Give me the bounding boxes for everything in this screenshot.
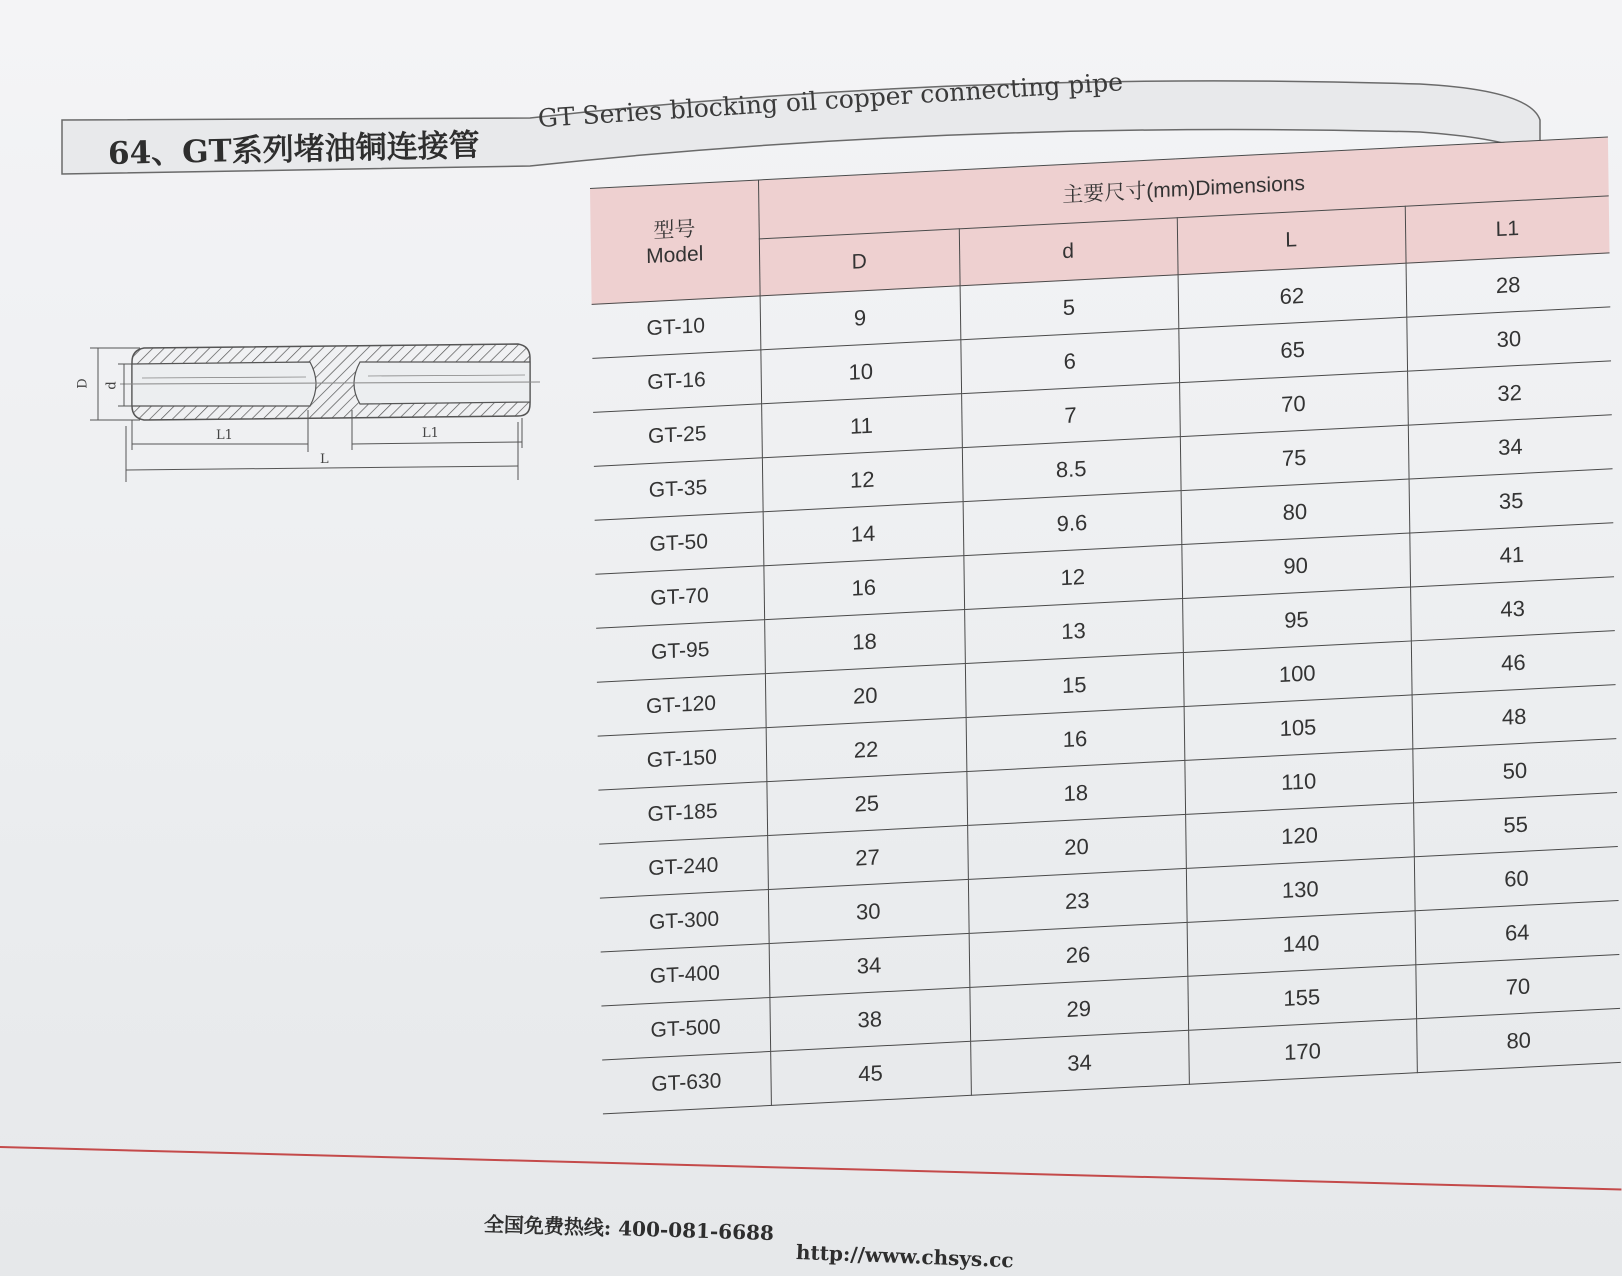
dim-label-inner-diameter: d [104, 381, 120, 390]
cell-model: GT-35 [594, 458, 763, 520]
cell-D: 11 [761, 394, 962, 458]
dim-label-l1-left: L1 [216, 428, 233, 443]
cell-model: GT-240 [599, 836, 768, 898]
col-header-L: L [1177, 206, 1406, 275]
cell-L: 130 [1186, 857, 1415, 923]
col-header-d: d [959, 218, 1178, 286]
cell-D: 45 [770, 1041, 971, 1105]
cell-L: 100 [1183, 641, 1412, 707]
cell-L: 110 [1184, 749, 1413, 815]
cell-model: GT-630 [602, 1051, 771, 1113]
footer-divider [0, 1146, 1621, 1190]
cell-L: 70 [1179, 371, 1408, 437]
cell-d: 5 [960, 275, 1179, 340]
model-header [590, 180, 760, 304]
cell-L: 120 [1185, 803, 1414, 869]
cell-model: GT-25 [593, 404, 762, 466]
dimensions-group-header: 主要尺寸(mm)Dimensions [758, 137, 1609, 239]
cell-L1: 70 [1415, 954, 1620, 1018]
cell-d: 29 [969, 976, 1188, 1041]
cell-D: 27 [767, 825, 968, 889]
cell-L1: 32 [1407, 361, 1612, 425]
cell-L1: 35 [1409, 469, 1614, 533]
cell-d: 12 [963, 545, 1182, 610]
cell-L1: 28 [1406, 253, 1611, 317]
cell-model: GT-95 [596, 620, 765, 682]
cell-L1: 55 [1413, 793, 1618, 857]
cell-model: GT-10 [592, 296, 761, 358]
cell-L: 65 [1178, 317, 1407, 383]
cell-L1: 30 [1406, 307, 1611, 371]
cell-L: 170 [1188, 1019, 1417, 1085]
cell-model: GT-120 [597, 674, 766, 736]
cell-model: GT-400 [601, 944, 770, 1006]
cell-model: GT-185 [598, 782, 767, 844]
cell-D: 25 [766, 772, 967, 836]
cell-L: 95 [1182, 587, 1411, 653]
dimensions-table-wrap [590, 136, 1622, 1114]
cell-L1: 48 [1412, 685, 1617, 749]
cell-model: GT-500 [601, 997, 770, 1059]
cell-L1: 46 [1411, 631, 1616, 695]
cell-L: 105 [1184, 695, 1413, 761]
cell-d: 7 [961, 383, 1180, 448]
dimensions-table [590, 136, 1621, 1114]
cell-L1: 80 [1416, 1008, 1621, 1072]
cell-d: 8.5 [962, 437, 1181, 502]
cell-d: 20 [967, 814, 1186, 879]
cell-d: 23 [968, 868, 1187, 933]
cell-d: 26 [969, 922, 1188, 987]
cell-d: 34 [970, 1030, 1189, 1095]
cell-L1: 34 [1408, 415, 1613, 479]
cell-model: GT-70 [595, 566, 764, 628]
cell-model: GT-50 [595, 512, 764, 574]
cell-D: 30 [768, 879, 969, 943]
cell-L1: 43 [1410, 577, 1615, 641]
cell-D: 16 [763, 556, 964, 620]
cell-model: GT-16 [592, 350, 761, 412]
cell-D: 38 [769, 987, 970, 1051]
cell-D: 14 [763, 502, 964, 566]
cell-D: 34 [769, 933, 970, 997]
cell-d: 9.6 [963, 491, 1182, 556]
model-header-cn: 型号 [653, 217, 696, 243]
cell-d: 15 [965, 653, 1184, 718]
pipe-cross-section [70, 340, 550, 490]
pipe-drawing [70, 340, 550, 494]
cell-L: 90 [1181, 533, 1410, 599]
cell-D: 9 [760, 286, 961, 350]
model-header-en: Model [645, 241, 704, 268]
section-title: 64、GT系列堵油铜连接管 [107, 127, 481, 172]
cell-L1: 41 [1409, 523, 1614, 587]
dim-label-l1-right: L1 [422, 426, 439, 441]
cell-d: 13 [964, 599, 1183, 664]
cell-L: 62 [1178, 263, 1407, 329]
cell-L: 140 [1187, 911, 1416, 977]
cell-L: 155 [1187, 965, 1416, 1031]
cell-D: 10 [760, 340, 961, 404]
cell-L1: 64 [1415, 900, 1620, 964]
col-header-D: D [759, 229, 960, 296]
cell-D: 22 [766, 718, 967, 782]
cell-D: 18 [764, 610, 965, 674]
cell-d: 18 [966, 760, 1185, 825]
dim-label-length: L [320, 452, 329, 467]
footer-url: http://www.chsys.cc [795, 1240, 1015, 1273]
cell-L: 80 [1181, 479, 1410, 545]
cell-D: 12 [762, 448, 963, 512]
cell-d: 16 [966, 706, 1185, 771]
section-subtitle: GT Series blocking oil copper connecting pipe [537, 67, 1124, 133]
cell-L1: 60 [1414, 847, 1619, 911]
cell-L: 75 [1180, 425, 1409, 491]
footer-hotline: 全国免费热线: 400-081-6688 [483, 1212, 775, 1246]
cell-L1: 50 [1412, 739, 1617, 803]
col-header-L1: L1 [1405, 196, 1610, 263]
dim-label-outer-diameter: D [75, 378, 91, 389]
cell-D: 20 [765, 664, 966, 728]
cell-model: GT-150 [598, 728, 767, 790]
cell-d: 6 [960, 329, 1179, 394]
cell-model: GT-300 [600, 890, 769, 952]
